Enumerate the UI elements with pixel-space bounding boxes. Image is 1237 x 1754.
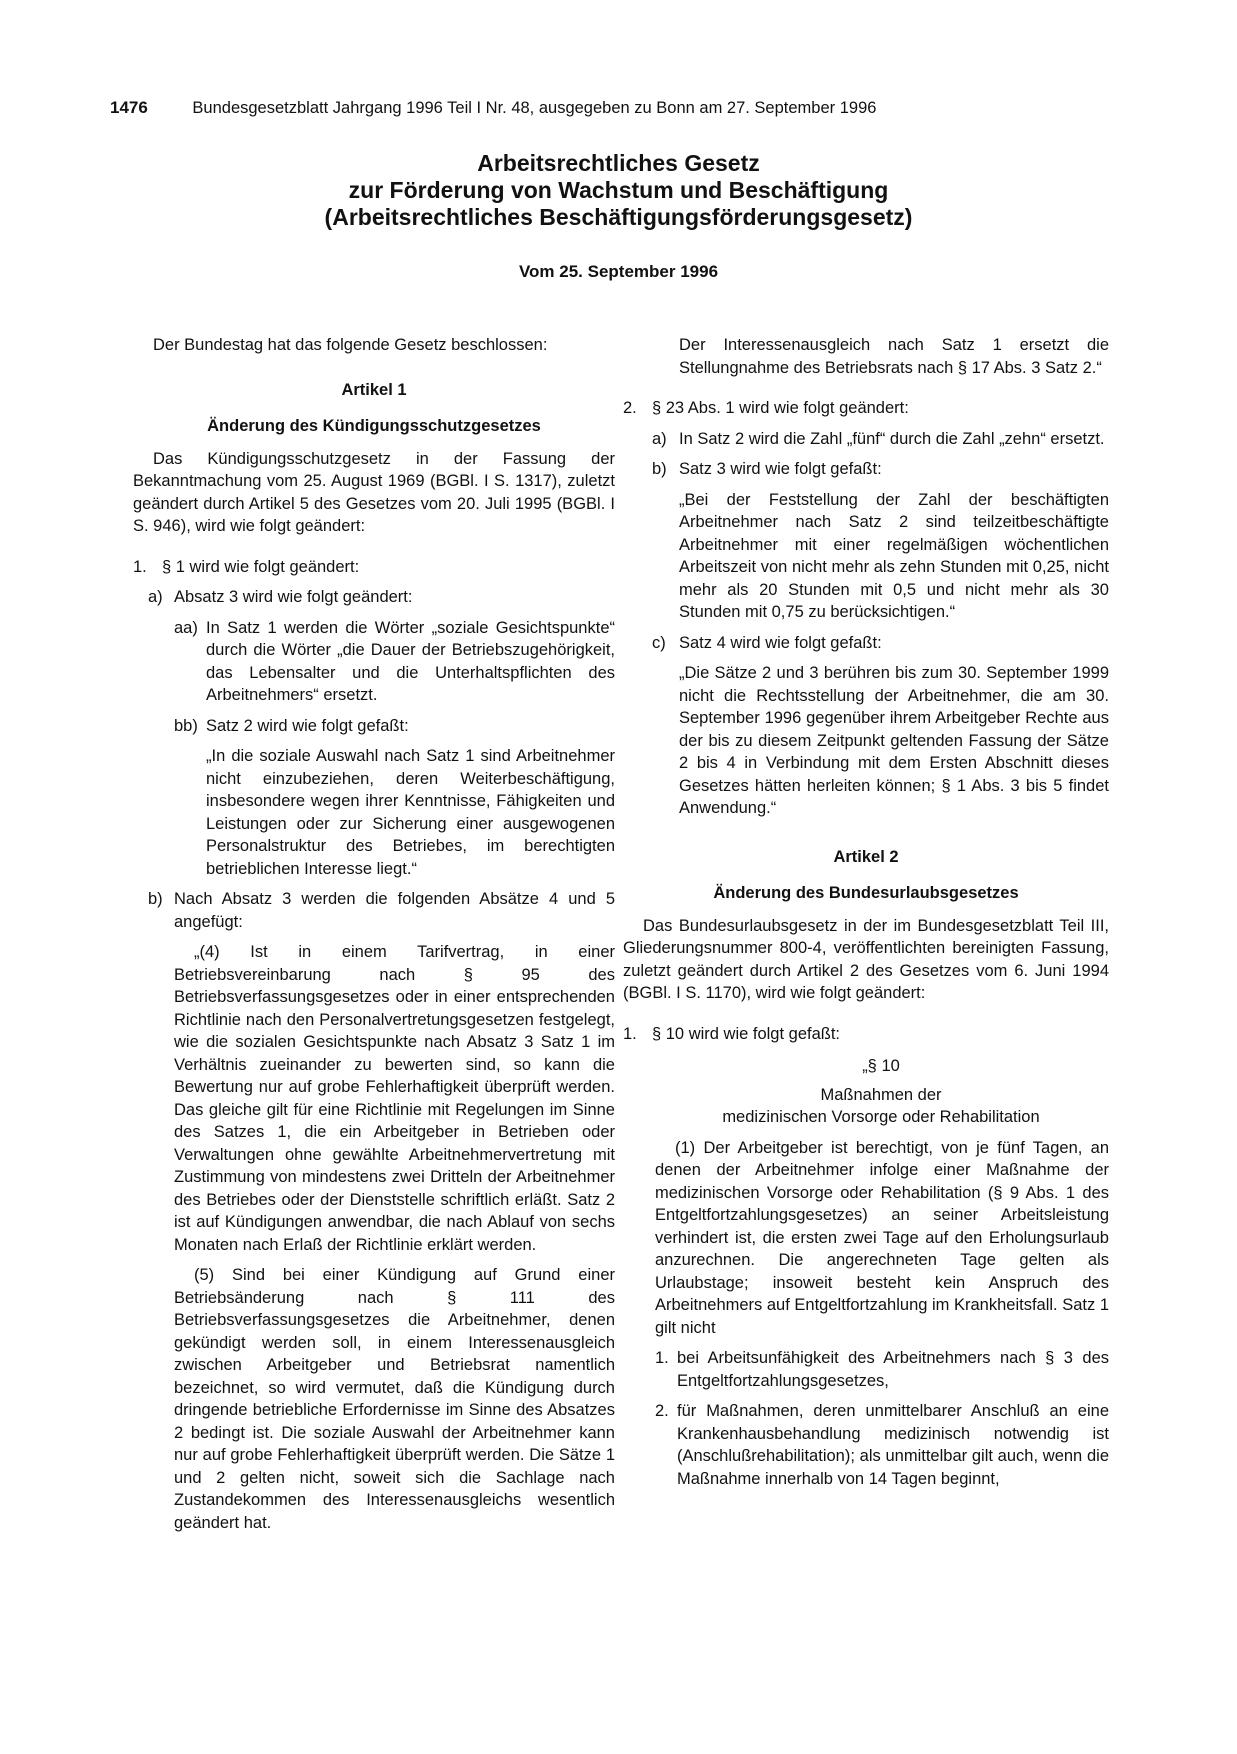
- paragraph-5-continuation: Der Interessenausgleich nach Satz 1 ersetzt die Stellungnahme des Betriebsrats nach § 17 Abs. 3 Satz 2.“: [679, 336, 1109, 377]
- item-2c: [652, 632, 1109, 655]
- item-2: [623, 397, 1109, 420]
- title-line-1: Arbeitsrechtliches Gesetz: [477, 150, 760, 176]
- item-label: 2.: [655, 1402, 669, 1420]
- item-text: In Satz 2 wird die Zahl „fünf“ durch die Zahl „zehn“ ersetzt.: [679, 429, 1105, 448]
- article-1-heading: Artikel 1: [341, 380, 407, 399]
- paragraph-5: (5) Sind bei einer Kündigung auf Grund einer Betriebsänderung nach § 111 des Betriebsverfassungsgesetzes die Arbeitnehmer, denen gekündigt werden soll, in einem Interessenausgleich zwischen Arbeitgeber und Betriebsrat namentlich bezeichnet, so wird vermutet, daß die Kündigung durch dringende betriebliche Erfordernisse im Sinne des Absatzes 2 bedingt ist. Die soziale Auswahl der Arbeitnehmer kann nur auf grobe Fehlerhaftigkeit überprüft werden. Die Sätze 1 und 2 gelten nicht, soweit sich die Sachlage nach Zustandekommen des Interessenausgleichs wesentlich geändert hat.: [174, 1266, 615, 1532]
- article-2-title: Änderung des Bundesurlaubsgesetzes: [713, 884, 1019, 902]
- article-2-heading: Artikel 2: [833, 847, 899, 866]
- item-text: § 10 wird wie folgt gefaßt:: [652, 1024, 841, 1043]
- running-title: Bundesgesetzblatt Jahrgang 1996 Teil I Nr. 48, ausgegeben zu Bonn am 27. September 1996: [192, 99, 877, 117]
- left-column: [133, 334, 615, 1534]
- item-text: für Maßnahmen, deren unmittelbarer Anschluß an eine Krankenhausbehandlung medizinisch notwendig ist (Anschlußrehabilitation); als unmittelbar gilt auch, wenn die Maßnahme innerhalb von 14 Tagen beginnt,: [677, 1402, 1109, 1488]
- item-label: b): [652, 460, 667, 478]
- item-label: bb): [174, 716, 198, 735]
- quote-2b: „Bei der Feststellung der Zahl der beschäftigten Arbeitnehmer nach Satz 2 sind teilzeitbeschäftigte Arbeitnehmer mit einer regelmäßigen wöchentlichen Arbeitszeit von nicht mehr als zehn Stunden mit 0,25, nicht mehr als 20 Stunden mit 0,5 und nicht mehr als 30 Stunden mit 0,75 zu berücksichtigen.“: [679, 490, 1109, 621]
- item-text: § 23 Abs. 1 wird wie folgt geändert:: [652, 399, 909, 417]
- section-10-heading: „§ 10: [862, 1057, 900, 1075]
- item-1a: [148, 586, 615, 609]
- quote-bb: „In die soziale Auswahl nach Satz 1 sind Arbeitnehmer nicht einzubeziehen, deren Weiterbeschäftigung, insbesondere wegen ihrer Kenntnisse, Fähigkeiten und Leistungen oder zur Sicherung einer ausgewogenen Personalstruktur des Betriebes, im berechtigten betrieblichen Interesse liegt.“: [206, 747, 615, 878]
- item-text: In Satz 1 werden die Wörter „soziale Gesichtspunkte“ durch die Wörter „die Dauer der Betriebszugehörigkeit, das Lebensalter und die Unterhaltspflichten des Arbeitnehmers“ ersetzt.: [206, 618, 615, 704]
- art2-item-1: [623, 1023, 1109, 1046]
- item-label: a): [148, 588, 163, 606]
- item-label: 1.: [133, 557, 147, 576]
- right-column: [623, 334, 1109, 1490]
- item-label: aa): [174, 618, 198, 637]
- item-text: Satz 2 wird wie folgt gefaßt:: [206, 716, 409, 735]
- item-text: Absatz 3 wird wie folgt geändert:: [174, 588, 413, 606]
- item-label: b): [148, 890, 163, 908]
- enactment-clause: Der Bundestag hat das folgende Gesetz beschlossen:: [153, 336, 548, 354]
- item-text: § 1 wird wie folgt geändert:: [162, 557, 360, 576]
- paragraph-4: „(4) Ist in einem Tarifvertrag, in einer Betriebsvereinbarung nach § 95 des Betriebsverfassungsgesetzes oder in einer entsprechenden Richtlinie nach den Personalvertretungsgesetzen festgelegt, wie die sozialen Gesichtspunkte nach Absatz 3 Satz 1 im Verhältnis zueinander zu bewerten sind, so kann die Bewertung nur auf grobe Fehlerhaftigkeit überprüft werden. Das gleiche gilt für eine Richtlinie mit Regelungen im Sinne des Satzes 1, die ein Arbeitgeber in Betrieben oder Verwaltungen ohne gewählte Arbeitnehmervertretung mit Zustimmung von mindestens zwei Dritteln der Arbeitnehmer des Betriebes oder der Dienststelle schriftlich erläßt. Satz 2 ist auf Kündigungen anwendbar, die nach Ablauf von sechs Monaten nach Erlaß der Richtlinie erklärt werden.: [174, 943, 615, 1254]
- section-10-paragraph-1: (1) Der Arbeitgeber ist berechtigt, von je fünf Tagen, an denen der Arbeitnehmer infolge einer Maßnahme der medizinischen Vorsorge oder Rehabilitation (§ 9 Abs. 1 des Entgeltfortzahlungsgesetzes) an seiner Arbeitsleistung verhindert ist, die ersten zwei Tage auf den Erholungsurlaub anzurechnen. Die angerechneten Tage gelten als Urlaubstage; insoweit besteht kein Anspruch des Arbeitnehmers auf Entgeltfortzahlung im Krankheitsfall. Satz 1 gilt nicht: [655, 1138, 1109, 1337]
- item-label: 1.: [623, 1024, 637, 1043]
- item-text: bei Arbeitsunfähigkeit des Arbeitnehmers nach § 3 des Entgeltfortzahlungsgesetzes,: [677, 1349, 1109, 1390]
- page-number: 1476: [110, 98, 148, 117]
- section-10-title-line-1: Maßnahmen der: [820, 1085, 942, 1104]
- law-title: [0, 150, 1237, 231]
- item-label: 2.: [623, 399, 637, 417]
- item-text: Satz 3 wird wie folgt gefaßt:: [679, 460, 882, 478]
- item-2b: [652, 458, 1109, 481]
- title-line-3: (Arbeitsrechtliches Beschäftigungsförderungsgesetz): [324, 204, 913, 230]
- item-label: 1.: [655, 1349, 669, 1367]
- item-label: c): [652, 633, 666, 652]
- article-1-title: Änderung des Kündigungsschutzgesetzes: [207, 417, 541, 435]
- item-1a-aa: [174, 617, 615, 707]
- item-label: a): [652, 429, 667, 448]
- quote-2c: „Die Sätze 2 und 3 berühren bis zum 30. September 1999 nicht die Rechtsstellung der Arbeitnehmer, die am 30. September 1996 gegenüber ihrem Arbeitgeber Rechte aus der bis zu diesem Zeitpunkt geltenden Fassung der Sätze 2 bis 4 in Verbindung mit dem Ersten Abschnitt dieses Gesetzes hätten herleiten können; § 1 Abs. 3 bis 5 findet Anwendung.“: [679, 664, 1109, 817]
- article-2-intro: Das Bundesurlaubsgesetz in der im Bundesgesetzblatt Teil III, Gliederungsnummer 800-4, veröffentlichten bereinigten Fassung, zuletzt geändert durch Artikel 2 des Gesetzes vom 6. Juni 1994 (BGBl. I S. 1170), wird wie folgt geändert:: [623, 916, 1109, 1002]
- title-line-2: zur Förderung von Wachstum und Beschäftigung: [348, 177, 889, 203]
- item-1a-bb: [174, 715, 615, 738]
- item-2a: [652, 428, 1109, 451]
- exception-2: [655, 1400, 1109, 1490]
- section-10-title-line-2: medizinischen Vorsorge oder Rehabilitation: [722, 1108, 1040, 1126]
- running-header: [110, 98, 1010, 118]
- item-1: [133, 556, 615, 579]
- item-1b: [148, 888, 615, 933]
- item-text: Satz 4 wird wie folgt gefaßt:: [679, 633, 882, 652]
- law-date: Vom 25. September 1996: [518, 262, 719, 281]
- exception-1: [655, 1347, 1109, 1392]
- article-1-intro: Das Kündigungsschutzgesetz in der Fassung der Bekanntmachung vom 25. August 1969 (BGBl. I S. 1317), zuletzt geändert durch Artikel 5 des Gesetzes vom 20. Juli 1995 (BGBl. I S. 946), wird wie folgt geändert:: [133, 449, 615, 535]
- item-text: Nach Absatz 3 werden die folgenden Absätze 4 und 5 angefügt:: [174, 890, 615, 931]
